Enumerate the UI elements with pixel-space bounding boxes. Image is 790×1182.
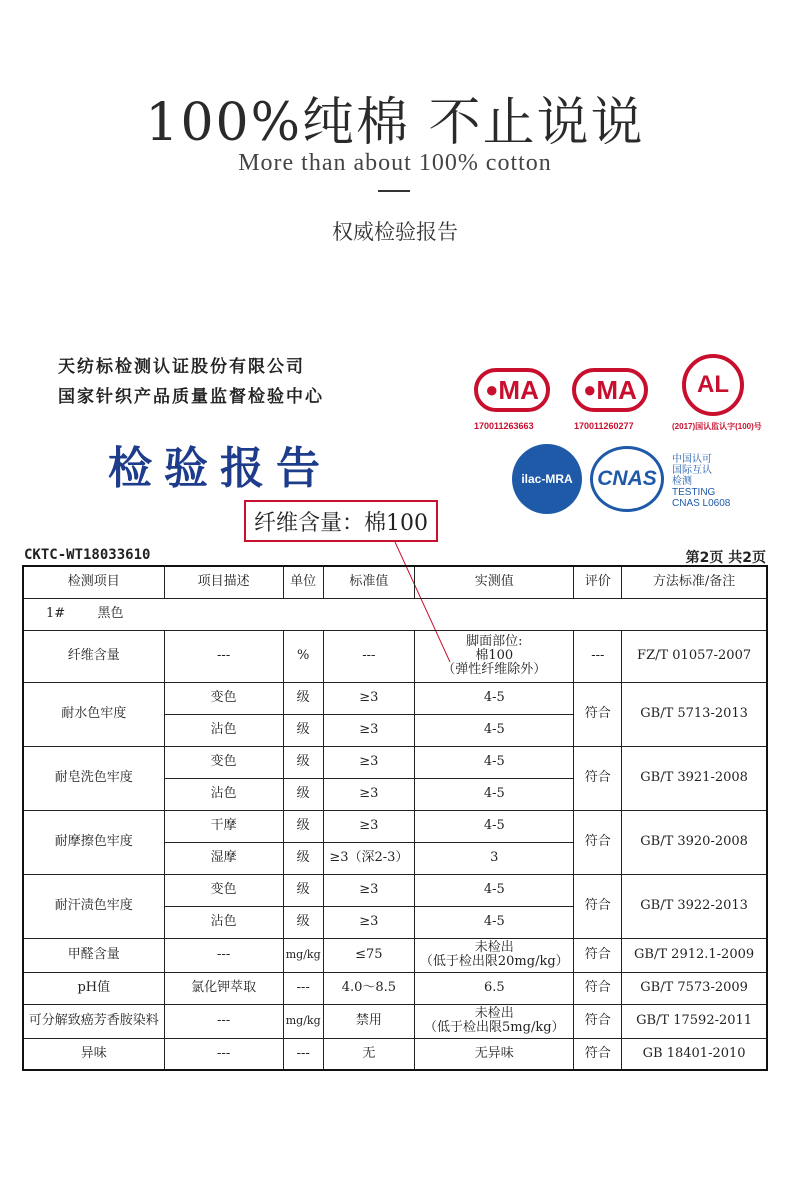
measured-line: （低于检出限5mg/kg） [424, 1020, 565, 1035]
measured-cell: 4-5 [415, 874, 574, 906]
eval-cell: 符合 [574, 746, 622, 810]
unit-cell: 级 [283, 778, 323, 810]
desc-cell: 沾色 [164, 714, 283, 746]
company-name-1: 天纺标检测认证股份有限公司 [58, 357, 305, 377]
item-cell: 纤维含量 [23, 630, 164, 682]
unit-cell: 级 [283, 746, 323, 778]
cma-logo-2: ● MA [572, 368, 648, 412]
header-cell: 检测项目 [23, 566, 164, 598]
measured-line: 未检出 [474, 1006, 514, 1021]
eval-cell: 符合 [574, 1004, 622, 1038]
header-cell: 评价 [574, 566, 622, 598]
desc-cell: 沾色 [164, 906, 283, 938]
item-cell: 耐皂洗色牢度 [23, 746, 164, 810]
cnas-line-5: CNAS L0608 [672, 498, 731, 509]
unit-cell: 级 [283, 842, 323, 874]
table-header-row [23, 566, 767, 598]
measured-cell: 4-5 [415, 682, 574, 714]
report-number: CKTC-WT18033610 [24, 547, 151, 563]
unit-cell: % [283, 630, 323, 682]
measured-cell: 4-5 [415, 810, 574, 842]
std-cell: ≥3 [323, 682, 415, 714]
method-cell: GB/T 2912.1-2009 [622, 938, 767, 972]
eval-cell: 符合 [574, 874, 622, 938]
table-row [23, 874, 767, 906]
measured-cell: 4-5 [415, 714, 574, 746]
measured-cell [415, 630, 574, 682]
cnas-label: CNAS [597, 467, 657, 490]
table-row [23, 1038, 767, 1070]
desc-cell: --- [164, 630, 283, 682]
fiber-content-callout: 纤维含量：棉100 [244, 500, 438, 542]
std-cell: --- [323, 630, 415, 682]
unit-cell: mg/kg [283, 1004, 323, 1038]
header-cell: 项目描述 [164, 566, 283, 598]
measured-cell: 6.5 [415, 972, 574, 1004]
std-cell: ≥3 [323, 746, 415, 778]
cnas-line-1: 中国认可 [672, 454, 712, 465]
item-cell: 异味 [23, 1038, 164, 1070]
cnas-line-3: 检测 [672, 476, 692, 487]
std-cell: 无 [323, 1038, 415, 1070]
method-cell: GB/T 7573-2009 [622, 972, 767, 1004]
table-row [23, 1004, 767, 1038]
unit-cell: --- [283, 972, 323, 1004]
std-cell: ≥3 [323, 906, 415, 938]
desc-cell: 变色 [164, 682, 283, 714]
method-cell: GB/T 3922-2013 [622, 874, 767, 938]
std-cell: ≥3 [323, 778, 415, 810]
desc-cell: 氯化钾萃取 [164, 972, 283, 1004]
table-row [23, 630, 767, 682]
cnas-line-2: 国际互认 [672, 465, 712, 476]
method-cell: GB/T 5713-2013 [622, 682, 767, 746]
std-cell: ≥3 [323, 874, 415, 906]
section-title: 权威检验报告 [332, 220, 458, 244]
measured-cell: 3 [415, 842, 574, 874]
cma-logo-1: ● MA [474, 368, 550, 412]
eval-cell: 符合 [574, 972, 622, 1004]
desc-cell: 变色 [164, 746, 283, 778]
measured-cell [415, 938, 574, 972]
eval-cell: --- [574, 630, 622, 682]
eval-cell: 符合 [574, 1038, 622, 1070]
cnas-line-4: TESTING [672, 487, 716, 498]
std-cell: 4.0～8.5 [323, 972, 415, 1004]
sample-row [23, 598, 767, 630]
eval-cell: 符合 [574, 682, 622, 746]
item-cell: 耐水色牢度 [23, 682, 164, 746]
unit-cell: 级 [283, 874, 323, 906]
std-cell: ≥3（深2-3） [323, 842, 415, 874]
measured-cell: 4-5 [415, 746, 574, 778]
std-cell: ≥3 [323, 810, 415, 842]
method-cell: FZ/T 01057-2007 [622, 630, 767, 682]
cal-label: AL [697, 371, 729, 398]
measured-line: 棉100 [475, 648, 514, 663]
unit-cell: --- [283, 1038, 323, 1070]
cal-number: (2017)国认监认字(100)号 [672, 422, 762, 431]
eval-cell: 符合 [574, 810, 622, 874]
sample-color: 黑色 [97, 606, 124, 621]
header-cell: 单位 [283, 566, 323, 598]
company-name-2: 国家针织产品质量监督检验中心 [58, 387, 324, 407]
cma-label-2: MA [596, 374, 637, 405]
method-cell: GB/T 3920-2008 [622, 810, 767, 874]
item-cell: 甲醛含量 [23, 938, 164, 972]
headline: 100%纯棉 不止说说 [145, 93, 645, 153]
table-row [23, 972, 767, 1004]
cma-number-2: 170011260277 [574, 421, 634, 431]
test-results-table [22, 565, 768, 1071]
method-cell: GB 18401-2010 [622, 1038, 767, 1070]
measured-cell [415, 1004, 574, 1038]
cma-label-1: MA [498, 374, 539, 405]
desc-cell: 变色 [164, 874, 283, 906]
measured-line: （弹性纤维除外） [442, 662, 547, 677]
subline: More than about 100% cotton [238, 150, 552, 176]
method-cell: GB/T 17592-2011 [622, 1004, 767, 1038]
unit-cell: 级 [283, 810, 323, 842]
cma-number-1: 170011263663 [474, 421, 534, 431]
header-cell: 实测值 [415, 566, 574, 598]
desc-cell: 干摩 [164, 810, 283, 842]
unit-cell: 级 [283, 906, 323, 938]
header-cell: 方法标准/备注 [622, 566, 767, 598]
unit-cell: mg/kg [283, 938, 323, 972]
measured-cell: 无异味 [415, 1038, 574, 1070]
sample-cell [23, 598, 767, 630]
desc-cell: --- [164, 1038, 283, 1070]
report-title: 检验报告 [108, 443, 332, 494]
item-cell: pH值 [23, 972, 164, 1004]
desc-cell: 湿摩 [164, 842, 283, 874]
unit-cell: 级 [283, 714, 323, 746]
unit-cell: 级 [283, 682, 323, 714]
table-row [23, 746, 767, 778]
desc-cell: 沾色 [164, 778, 283, 810]
desc-cell: --- [164, 1004, 283, 1038]
item-cell: 耐汗渍色牢度 [23, 874, 164, 938]
measured-line: 未检出 [474, 940, 514, 955]
measured-line: 脚面部位: [466, 634, 523, 649]
ilac-label: ilac-MRA [521, 472, 573, 486]
header-cell: 标准值 [323, 566, 415, 598]
sample-number: 1# [46, 606, 66, 621]
eval-cell: 符合 [574, 938, 622, 972]
method-cell: GB/T 3921-2008 [622, 746, 767, 810]
table-row [23, 810, 767, 842]
measured-line: （低于检出限20mg/kg） [419, 954, 569, 969]
std-cell: ≤75 [323, 938, 415, 972]
table-row [23, 682, 767, 714]
table-row [23, 938, 767, 972]
std-cell: 禁用 [323, 1004, 415, 1038]
measured-cell: 4-5 [415, 778, 574, 810]
item-cell: 耐摩擦色牢度 [23, 810, 164, 874]
measured-cell: 4-5 [415, 906, 574, 938]
item-cell: 可分解致癌芳香胺染料 [23, 1004, 164, 1038]
desc-cell: --- [164, 938, 283, 972]
page-indicator: 第2页 共2页 [685, 550, 766, 566]
std-cell: ≥3 [323, 714, 415, 746]
